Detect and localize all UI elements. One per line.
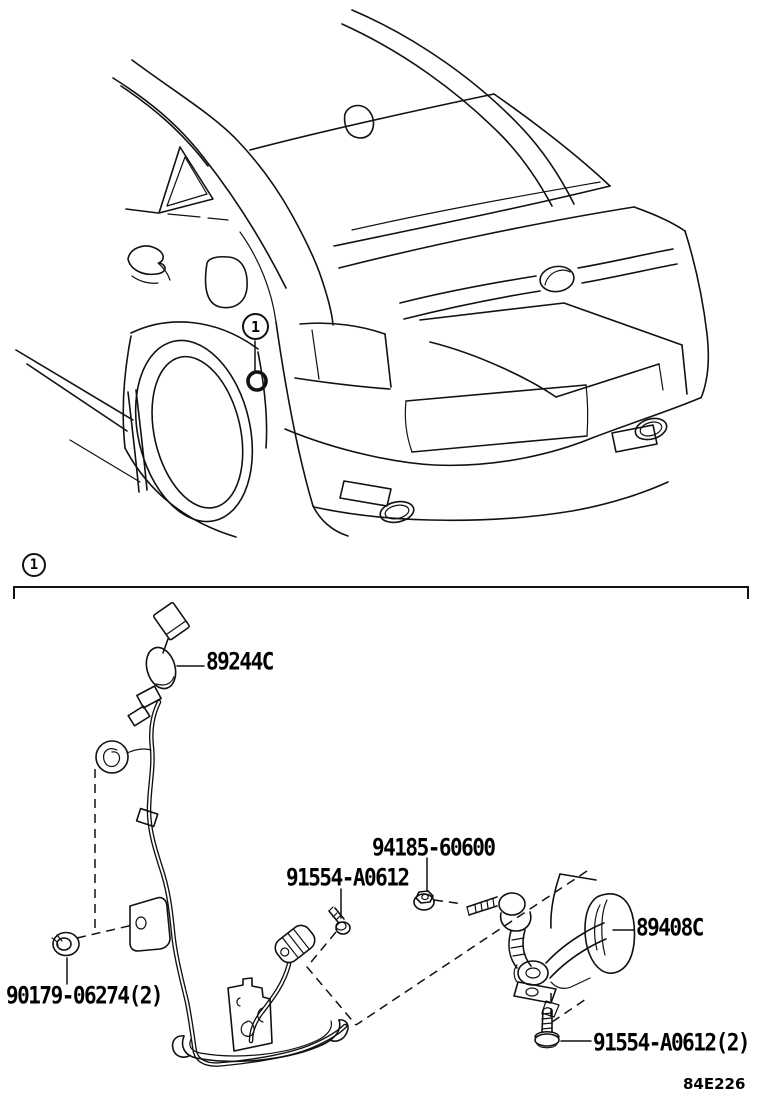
part-label-bolt-upper: 91554-A0612 (286, 863, 409, 892)
part-label-clip-nut: 90179-06274(2) (6, 981, 163, 1010)
section-bracket (14, 587, 748, 598)
part-label-sensor: 89408C (636, 913, 703, 942)
part-label-harness: 89244C (206, 647, 273, 676)
callout-1-on-car-number: 1 (250, 317, 261, 336)
part-label-nut: 94185-60600 (372, 833, 495, 862)
part-label-screw-lower: 91554-A0612(2) (593, 1028, 750, 1057)
flange-nut-drawing (414, 891, 434, 910)
clip-nut-drawing (52, 933, 79, 956)
figure-code: 84E226 (683, 1075, 746, 1093)
car-illustration (16, 10, 708, 537)
small-bolt-drawing (329, 907, 350, 934)
callout-1-section-number: 1 (29, 557, 39, 573)
callout-1-on-car (242, 313, 269, 340)
callout-1-section (22, 553, 46, 577)
